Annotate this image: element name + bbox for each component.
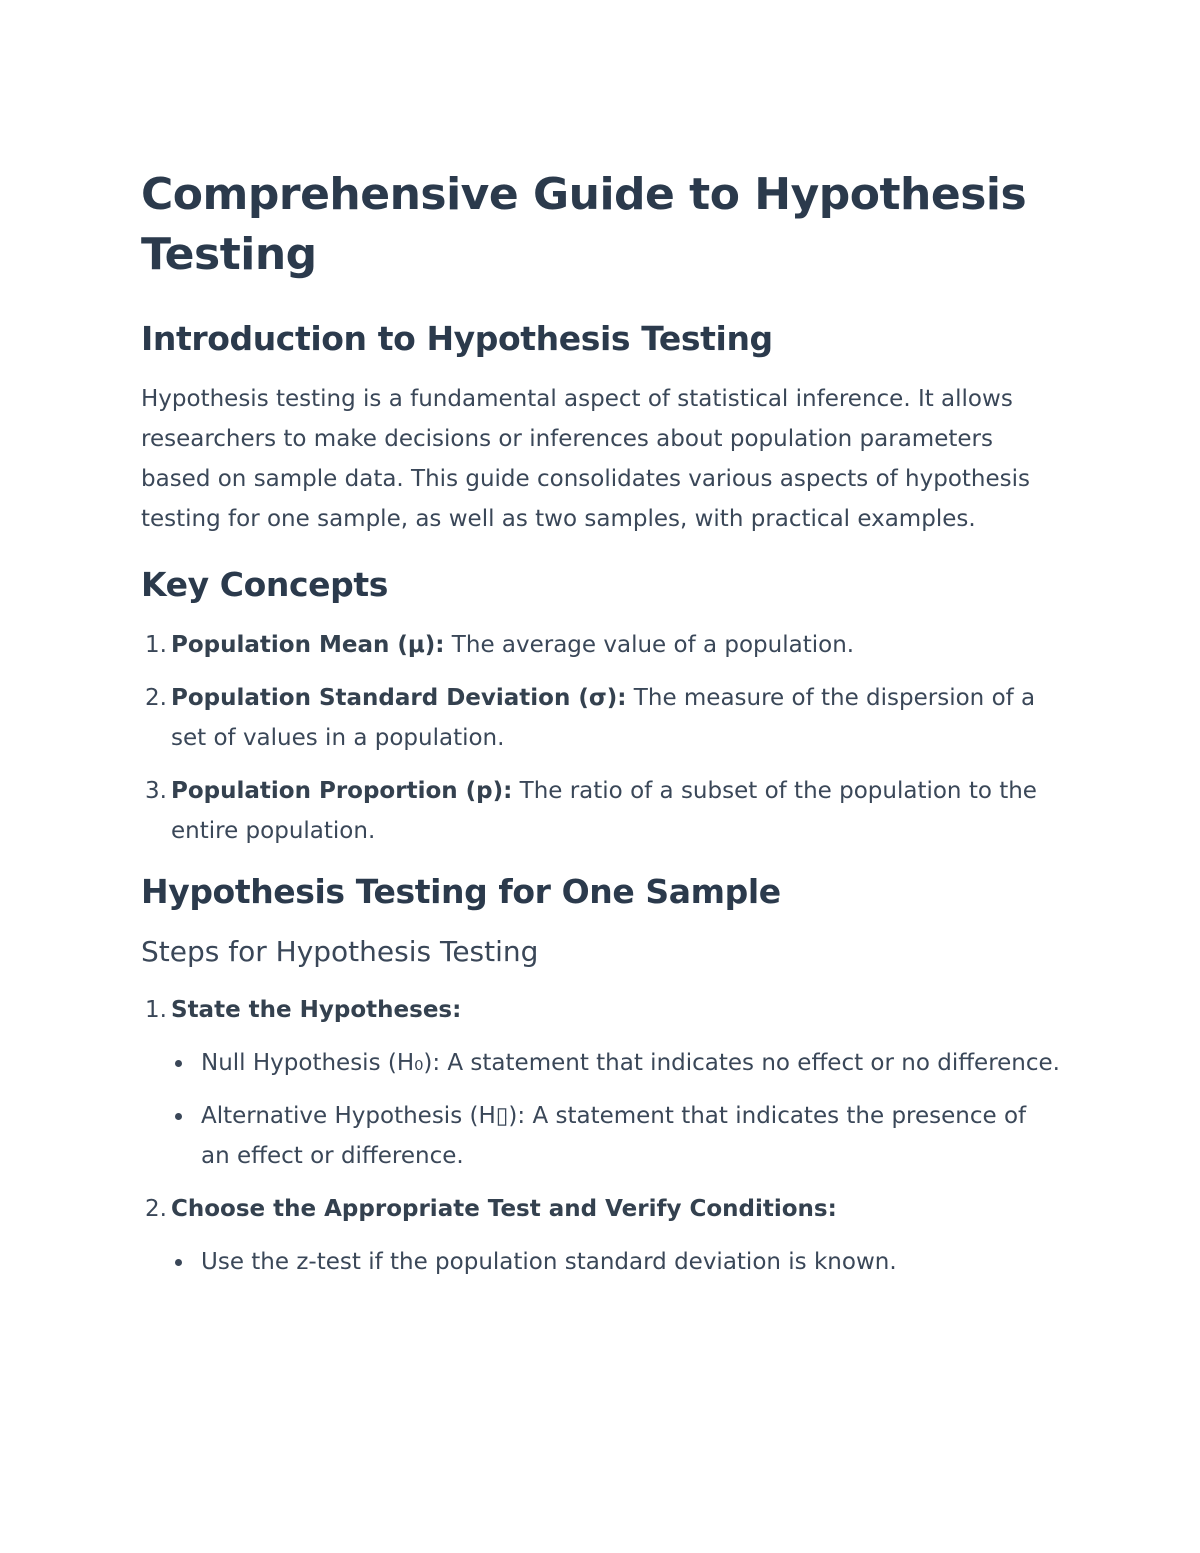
list-item (141, 678, 1061, 758)
list-item (141, 771, 1061, 851)
bullet-text: Alternative Hypothesis (H▯): A statement that indicates the presence of an effect or difference. (201, 1103, 1027, 1169)
steps-list (141, 990, 1061, 1282)
bullet-item (171, 1242, 1061, 1282)
key-concepts-list (141, 625, 1061, 851)
intro-heading: Introduction to Hypothesis Testing (141, 319, 773, 358)
step-item (141, 1189, 1061, 1282)
list-number: 1. (145, 632, 167, 658)
bullet-icon (175, 1060, 182, 1067)
document-page (141, 165, 1061, 1295)
step-item (141, 990, 1061, 1176)
steps-subheading: Steps for Hypothesis Testing (141, 935, 539, 968)
bullet-icon (175, 1259, 182, 1266)
concept-term: Population Mean (μ): (171, 632, 445, 658)
one-sample-heading: Hypothesis Testing for One Sample (141, 872, 781, 911)
bullet-item (171, 1043, 1061, 1083)
step-bullets (171, 1242, 1061, 1282)
concept-description: The ratio of a subset of the population to the entire population. (171, 778, 1037, 844)
step-bullets (171, 1043, 1061, 1176)
list-item (141, 625, 1061, 665)
list-number: 2. (145, 1196, 167, 1222)
list-number: 2. (145, 685, 167, 711)
bullet-text: Null Hypothesis (H₀): A statement that indicates no effect or no difference. (201, 1050, 1060, 1076)
list-number: 3. (145, 778, 167, 804)
document-title: Comprehensive Guide to Hypothesis Testing (141, 169, 1027, 280)
bullet-item (171, 1096, 1061, 1176)
concept-description: The average value of a population. (444, 632, 855, 658)
intro-section (141, 317, 1061, 539)
step-title: Choose the Appropriate Test and Verify Conditions: (171, 1196, 837, 1222)
concept-description: The measure of the dispersion of a set of values in a population. (171, 685, 1036, 751)
concept-term: Population Proportion (p): (171, 778, 513, 804)
bullet-text: Use the z-test if the population standard deviation is known. (201, 1249, 897, 1275)
list-number: 1. (145, 997, 167, 1023)
intro-paragraph: Hypothesis testing is a fundamental aspect of statistical inference. It allows researchers to make decisions or inferences about population parameters based on sample data. This guide consolidates various aspects of hypothesis testing for one sample, as well as two samples, with practical examples. (141, 386, 1031, 532)
one-sample-section (141, 870, 1061, 1282)
key-concepts-section (141, 563, 1061, 851)
step-title: State the Hypotheses: (171, 997, 462, 1023)
bullet-icon (175, 1113, 182, 1120)
key-concepts-heading: Key Concepts (141, 565, 388, 604)
concept-term: Population Standard Deviation (σ): (171, 685, 627, 711)
